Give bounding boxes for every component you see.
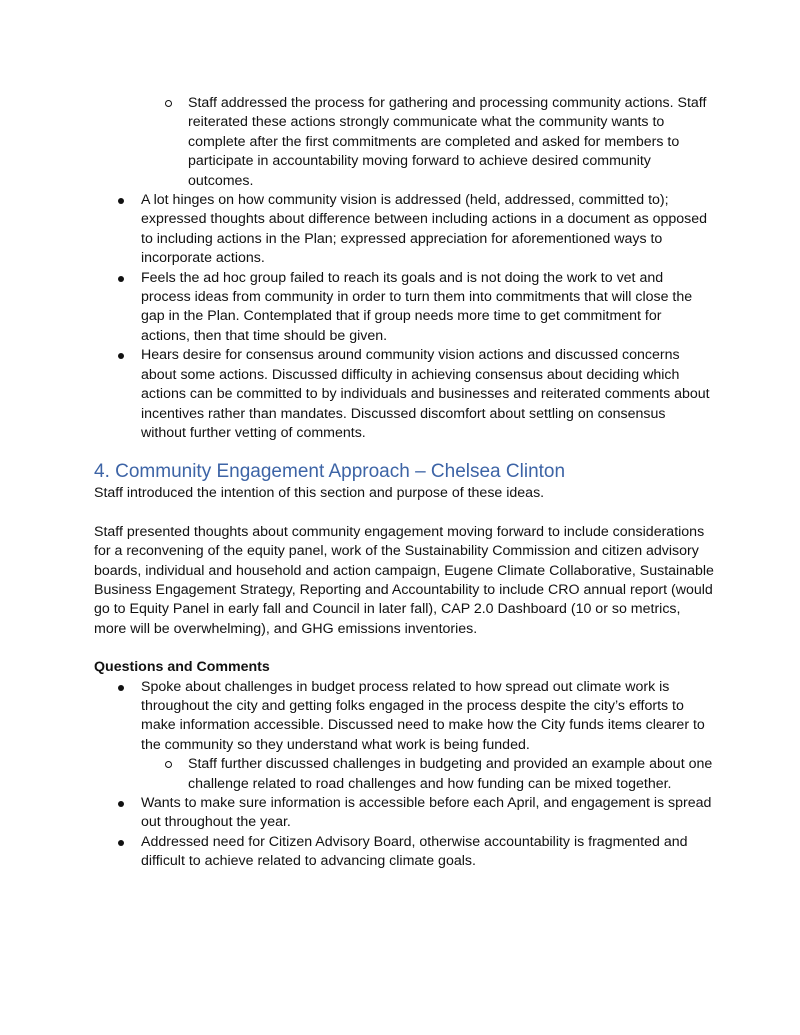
bullet-item (94, 794, 714, 833)
sub-bullet-text: Staff addressed the process for gathering and processing community actions. Staff reiterated these actions strongly communicate what the community wants to complete after the first commitments are completed and asked for members to participate in accountability moving forward to achieve desired community outcomes. (188, 95, 707, 189)
sub-bullet-item (94, 94, 714, 191)
bullet-item (94, 346, 714, 443)
bullet-text: Feels the ad hoc group failed to reach its goals and is not doing the work to vet and process ideas from community in order to turn them into commitments that will close the gap in the Plan. Contemplated that if group needs more time to get commitment for actions, then that time should be given. (141, 269, 693, 344)
questions-bullet-list (94, 678, 714, 872)
spacer (94, 639, 714, 658)
sub-bullet-text: Staff further discussed challenges in budgeting and provided an example about one challenge related to road challenges and how funding can be mixed together. (188, 756, 713, 792)
section-paragraph: Staff presented thoughts about community engagement moving forward to include considerations for a reconvening of the equity panel, work of the Sustainability Commission and citizen advisory boards, individual and household and action campaign, Eugene Climate Collaborative, Sustainable Business Engagement Strategy, Reporting and Accountability to include CRO annual report (would go to Equity Panel in early fall and Council in later fall), CAP 2.0 Dashboard (10 or so metrics, more will be overwhelming), and GHG emissions inventories. (94, 523, 714, 637)
bullet-item (94, 269, 714, 347)
bullet-item (94, 191, 714, 269)
bullet-item (94, 678, 714, 794)
section-heading: 4. Community Engagement Approach – Chelsea Clinton (94, 461, 566, 483)
questions-comments-heading: Questions and Comments (94, 659, 270, 676)
bullet-text: Wants to make sure information is accessible before each April, and engagement is spread out throughout the year. (141, 795, 712, 831)
bullet-text: Spoke about challenges in budget process related to how spread out climate work is throughout the city and getting folks engaged in the process despite the city’s efforts to make information accessible. Discussed need to make how the City funds items clearer to the community so they understand what work is being funded. (141, 678, 705, 753)
section-intro: Staff introduced the intention of this section and purpose of these ideas. (94, 485, 545, 502)
spacer (94, 504, 714, 523)
nested-bullet-list (141, 755, 714, 794)
bullet-item (94, 833, 714, 872)
document-body (94, 94, 714, 872)
top-bullet-list (94, 94, 714, 443)
sub-bullet-item (94, 755, 714, 794)
bullet-text: Addressed need for Citizen Advisory Board, otherwise accountability is fragmented and difficult to achieve related to advancing climate goals. (141, 833, 688, 870)
bullet-text: A lot hinges on how community vision is addressed (held, addressed, committed to); expressed thoughts about difference between including actions in a document as opposed to including actions in the Plan; expressed appreciation for aforementioned ways to incorporate actions. (141, 192, 708, 267)
bullet-text: Hears desire for consensus around community vision actions and discussed concerns about some actions. Discussed difficulty in achieving consensus about deciding which actions can be committed to by individuals and businesses and reiterated comments about incentives rather than mandates. Discussed discomfort about settling on consensus without further vetting of comments. (141, 347, 710, 441)
